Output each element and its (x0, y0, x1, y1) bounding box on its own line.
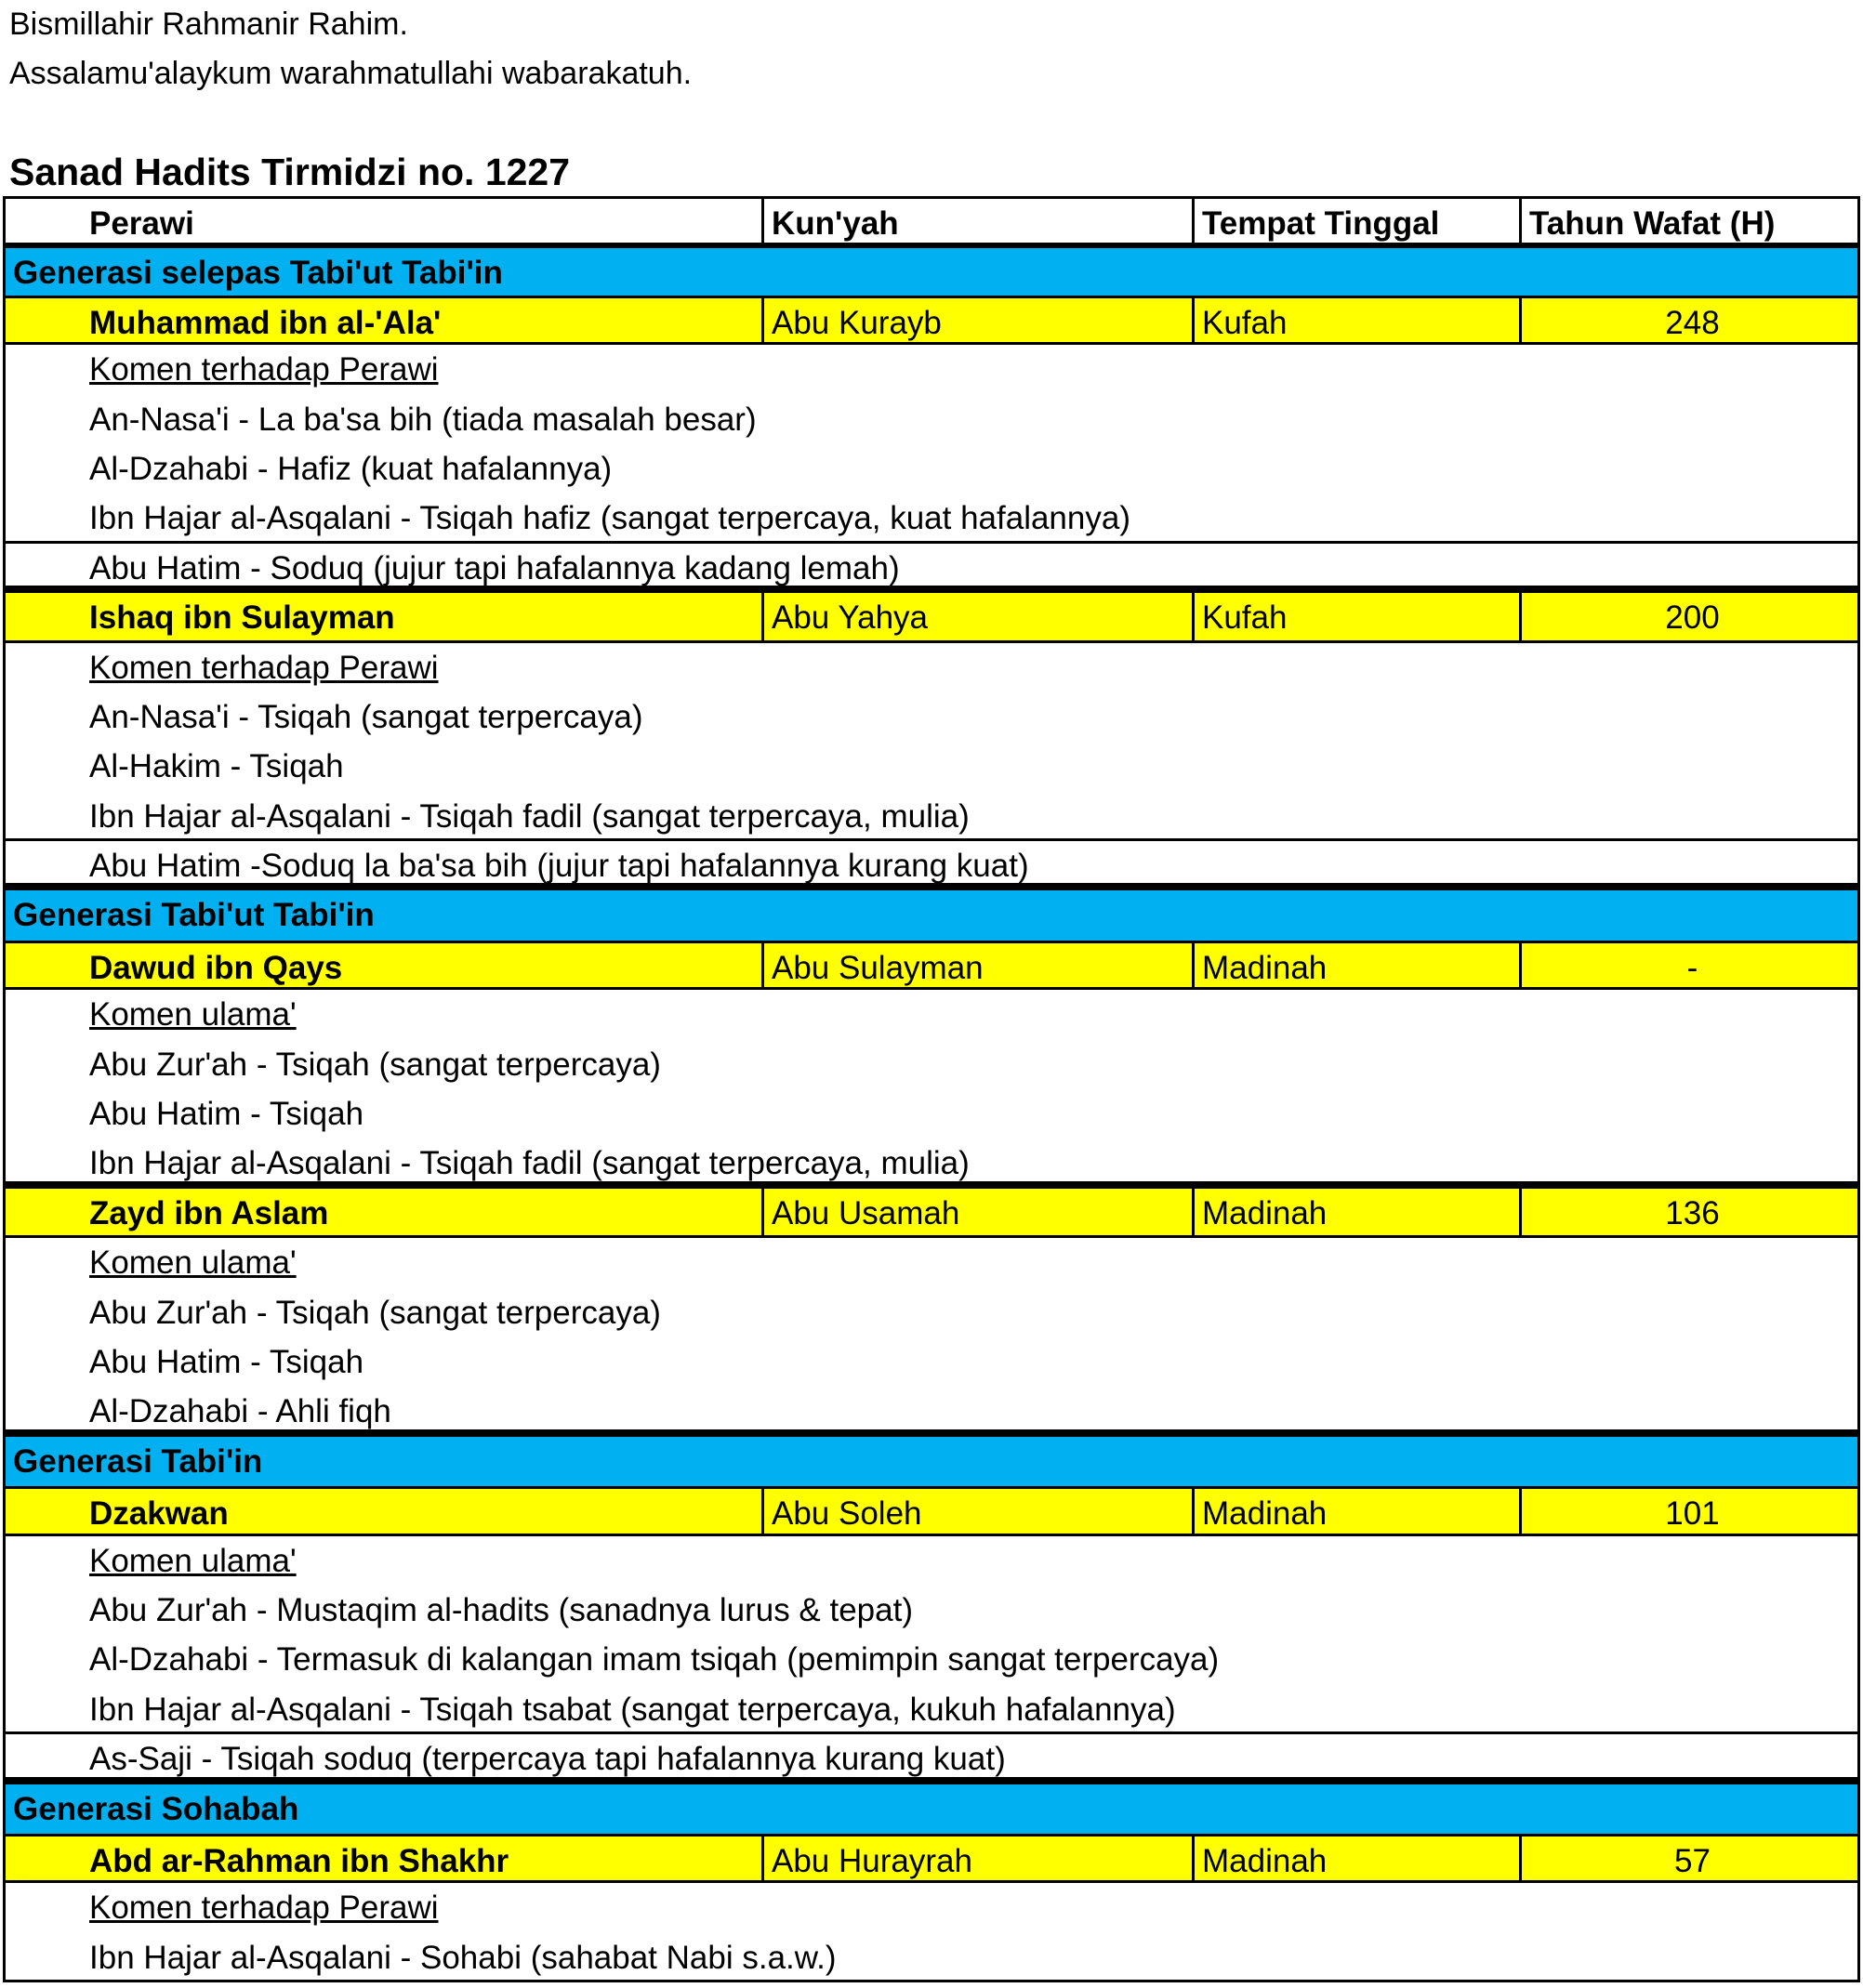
comment-line: Abu Zur'ah - Tsiqah (sangat terpercaya) (3, 1288, 1860, 1337)
narrator-residence: Madinah (1192, 1189, 1519, 1235)
comment-heading: Komen ulama' (3, 990, 1860, 1039)
generation-row: Generasi Tabi'ut Tabi'in (3, 890, 1860, 940)
narrator-name: Zayd ibn Aslam (89, 1194, 329, 1231)
comment-line: Abu Hatim - Tsiqah (3, 1089, 1860, 1139)
narrator-residence: Kufah (1192, 298, 1519, 342)
narrator-death-year: 101 (1519, 1489, 1863, 1533)
narrator-row (3, 1834, 1860, 1883)
header-tahun-wafat: Tahun Wafat (H) (1519, 199, 1863, 243)
narrator-kunyah: Abu Usamah (761, 1189, 1192, 1235)
comment-line: Abu Hatim -Soduq la ba'sa bih (jujur tapi hafalannya kurang kuat) (3, 841, 1860, 890)
narrator-name: Abd ar-Rahman ibn Shakhr (89, 1842, 509, 1879)
narrator-name: Ishaq ibn Sulayman (89, 599, 395, 637)
narrator-kunyah: Abu Yahya (761, 593, 1192, 639)
comment-line: Ibn Hajar al-Asqalani - Tsiqah tsabat (sangat terpercaya, kukuh hafalannya) (3, 1685, 1860, 1734)
narrator-name: Dawud ibn Qays (89, 949, 343, 986)
comment-line: Ibn Hajar al-Asqalani - Tsiqah hafiz (sangat terpercaya, kuat hafalannya) (3, 494, 1860, 543)
comment-heading: Komen terhadap Perawi (3, 1883, 1860, 1932)
header-perawi: Perawi (89, 205, 194, 242)
narrator-row (3, 1486, 1860, 1535)
narrator-kunyah: Abu Soleh (761, 1489, 1192, 1533)
comment-line: Abu Hatim - Tsiqah (3, 1337, 1860, 1387)
narrator-kunyah: Abu Hurayrah (761, 1837, 1192, 1880)
narrator-death-year: 248 (1519, 298, 1863, 342)
header-kunyah: Kun'yah (761, 199, 1192, 243)
generation-row: Generasi selepas Tabi'ut Tabi'in (3, 245, 1860, 295)
narrator-residence: Madinah (1192, 1837, 1519, 1880)
comment-heading: Komen ulama' (3, 1536, 1860, 1586)
comment-line: Al-Dzahabi - Ahli fiqh (3, 1387, 1860, 1436)
comment-line: Abu Zur'ah - Mustaqim al-hadits (sanadnya lurus & tepat) (3, 1586, 1860, 1635)
generation-row: Generasi Sohabah (3, 1784, 1860, 1834)
comment-heading: Komen terhadap Perawi (3, 643, 1860, 692)
comment-heading: Komen ulama' (3, 1238, 1860, 1287)
comment-line: Ibn Hajar al-Asqalani - Tsiqah fadil (sangat terpercaya, mulia) (3, 1139, 1860, 1188)
narrator-row (3, 1189, 1860, 1238)
narrator-death-year: 136 (1519, 1189, 1863, 1235)
comment-line: Ibn Hajar al-Asqalani - Sohabi (sahabat Nabi s.a.w.) (3, 1933, 1860, 1982)
narrator-death-year: 57 (1519, 1837, 1863, 1880)
comment-line: An-Nasa'i - Tsiqah (sangat terpercaya) (3, 692, 1860, 742)
narrator-death-year: 200 (1519, 593, 1863, 639)
comment-line: Abu Hatim - Soduq (jujur tapi hafalannya kadang lemah) (3, 544, 1860, 593)
generation-row: Generasi Tabi'in (3, 1437, 1860, 1486)
narrator-death-year: - (1519, 943, 1863, 987)
narrator-residence: Kufah (1192, 593, 1519, 639)
greeting-line-1: Bismillahir Rahmanir Rahim. (9, 7, 408, 42)
comment-heading: Komen terhadap Perawi (3, 345, 1860, 394)
comment-line: Al-Dzahabi - Hafiz (kuat hafalannya) (3, 444, 1860, 494)
sanad-table (3, 196, 1860, 1982)
comment-line: Ibn Hajar al-Asqalani - Tsiqah fadil (sangat terpercaya, mulia) (3, 792, 1860, 841)
narrator-residence: Madinah (1192, 1489, 1519, 1533)
narrator-kunyah: Abu Sulayman (761, 943, 1192, 987)
comment-line: Al-Hakim - Tsiqah (3, 742, 1860, 791)
narrator-kunyah: Abu Kurayb (761, 298, 1192, 342)
table-header-row (3, 196, 1860, 245)
narrator-residence: Madinah (1192, 943, 1519, 987)
narrator-row (3, 296, 1860, 345)
narrator-row (3, 593, 1860, 642)
narrator-name: Muhammad ibn al-'Ala' (89, 304, 442, 341)
comment-line: As-Saji - Tsiqah soduq (terpercaya tapi hafalannya kurang kuat) (3, 1734, 1860, 1784)
greeting-line-2: Assalamu'alaykum warahmatullahi wabarakatuh. (9, 56, 693, 91)
narrator-row (3, 941, 1860, 990)
page-title: Sanad Hadits Tirmidzi no. 1227 (9, 151, 571, 193)
comment-line: Al-Dzahabi - Termasuk di kalangan imam tsiqah (pemimpin sangat terpercaya) (3, 1635, 1860, 1684)
narrator-name: Dzakwan (89, 1495, 229, 1533)
header-tempat-tinggal: Tempat Tinggal (1192, 199, 1519, 243)
comment-line: An-Nasa'i - La ba'sa bih (tiada masalah besar) (3, 395, 1860, 444)
comment-line: Abu Zur'ah - Tsiqah (sangat terpercaya) (3, 1040, 1860, 1089)
